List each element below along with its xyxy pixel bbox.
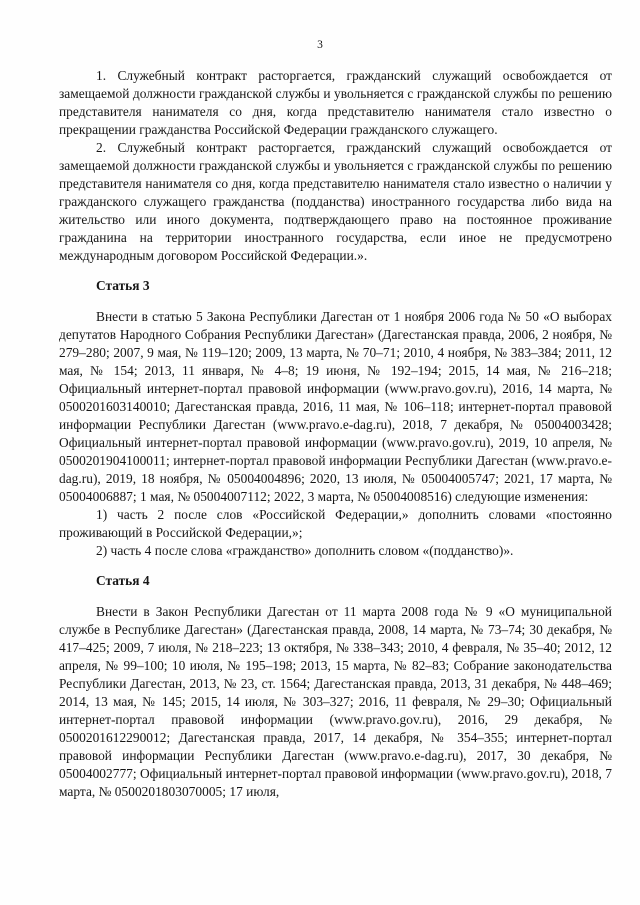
paragraph-2: 2. Служебный контракт расторгается, гражданский служащий освобождается от замещаемой должности гражданской службы и увольняется с гражданской службы по решению представителя нанимателя со дня, когда представителю нанимателя стало известно о наличии у гражданского служащего гражданства (подданства) иностранного государства либо вида на жительство или иного документа, подтверждающего право на постоянное проживание гражданина на территории иностранного государства, если иное не предусмотрено международным договором Российской Федерации.».	[59, 140, 612, 263]
article-4-intro: Внести в Закон Республики Дагестан от 11 марта 2008 года № 9 «О муниципальной службе в Республике Дагестан» (Дагестанская правда, 2008, 14 марта, № 73–74; 30 декабря, № 417–425; 2009, 7 июля, № 218–223; 13 октября, № 338–343; 2010, 4 февраля, № 35–40; 2012, 12 апреля, № 99–100; 10 июля, № 195–198; 2013, 15 марта, № 82–83; Собрание законодательства Республики Дагестан, 2013, № 23, ст. 1564; Дагестанская правда, 2013, 31 декабря, № 448–469; 2014, 13 мая, № 145; 2015, 14 июля, № 303–327; 2016, 11 февраля, № 29–30; Официальный интернет-портал правовой информации (www.pravo.gov.ru), 2016, 29 декабря, № 0500201612290012; Дагестанская правда, 2017, 14 декабря, № 354–355; интернет-портал правовой информации Республики Дагестан (www.pravo.e-dag.ru), 2017, 30 декабря, № 05004002777; Официальный интернет-портал правовой информации (www.pravo.gov.ru), 2018, 7 марта, № 0500201803070005; 17 июля,	[59, 604, 612, 799]
article-3-heading: Статья 3	[96, 278, 150, 293]
paragraph-1: 1. Служебный контракт расторгается, гражданский служащий освобождается от замещаемой должности гражданской службы и увольняется с гражданской службы по решению представителя нанимателя со дня, когда представителю нанимателя стало известно о прекращении гражданства Российской Федерации гражданского служащего.	[59, 68, 612, 137]
document-body	[59, 67, 612, 801]
article-3-item-1: 1) часть 2 после слов «Российской Федерации,» дополнить словами «постоянно проживающий в Российской Федерации,»;	[59, 507, 612, 540]
article-3-intro: Внести в статью 5 Закона Республики Дагестан от 1 ноября 2006 года № 50 «О выборах депутатов Народного Собрания Республики Дагестан» (Дагестанская правда, 2006, 2 ноября, № 279–280; 2007, 9 мая, № 119–120; 2009, 13 марта, № 70–71; 2010, 4 ноября, № 383–384; 2011, 12 мая, № 154; 2013, 11 января, № 4–8; 19 июня, № 192–194; 2015, 14 мая, № 216–218; Официальный интернет-портал правовой информации (www.pravo.gov.ru), 2016, 14 марта, № 0500201603140010; Дагестанская правда, 2016, 11 мая, № 106–118; интернет-портал правовой информации Республики Дагестан (www.pravo.e-dag.ru), 2018, 7 декабря, № 05004003428; Официальный интернет-портал правовой информации (www.pravo.gov.ru), 2019, 10 апреля, № 0500201904100011; интернет-портал правовой информации Республики Дагестан (www.pravo.e-dag.ru), 2019, 18 ноября, № 05004004896; 2020, 13 июля, № 05004005747; 2021, 17 марта, № 05004006887; 1 мая, № 05004007112; 2022, 3 марта, № 05004008516) следующие изменения:	[59, 309, 612, 504]
article-4-heading: Статья 4	[96, 573, 150, 588]
page-number: 3	[317, 39, 323, 51]
article-3-item-2: 2) часть 4 после слова «гражданство» дополнить словом «(подданство)».	[96, 543, 514, 558]
